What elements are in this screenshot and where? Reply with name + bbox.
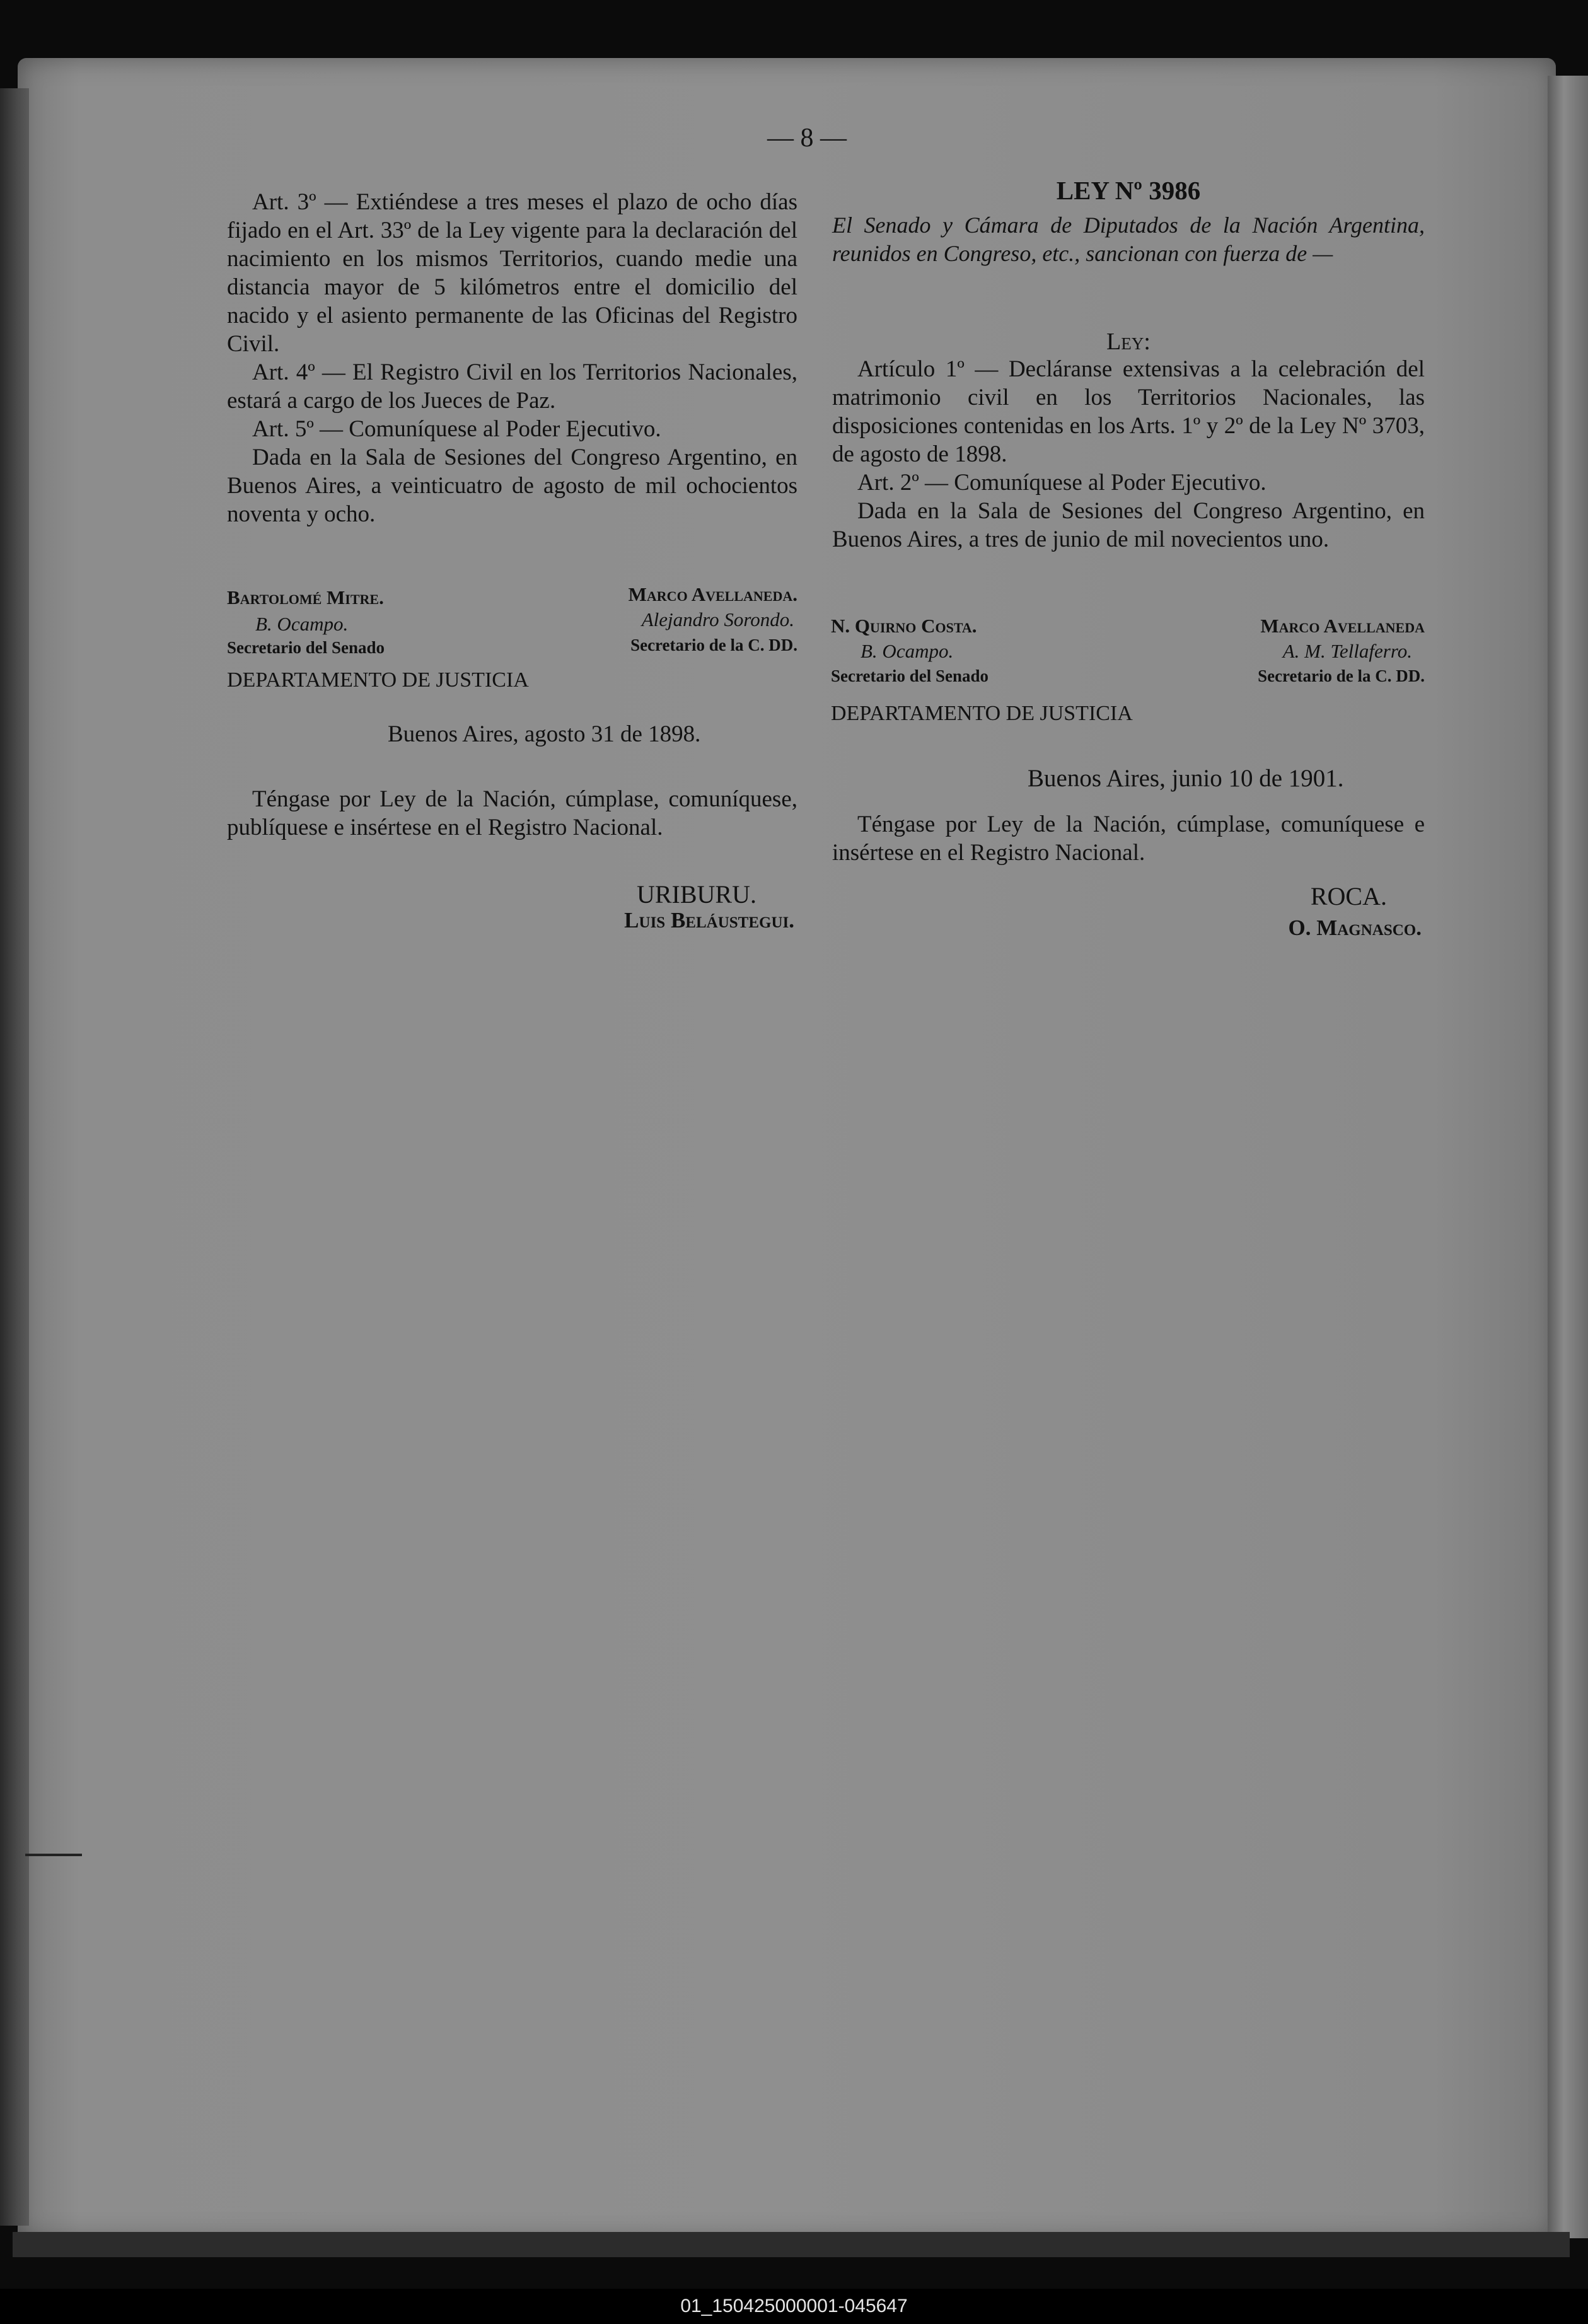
right-sig-left-name: N. Quirno Costa. bbox=[831, 615, 977, 637]
left-department: DEPARTAMENTO DE JUSTICIA bbox=[227, 668, 529, 692]
book-spine bbox=[0, 88, 29, 2226]
law-preamble: El Senado y Cámara de Diputados de la Nación Argentina, reunidos en Congreso, etc., sancionan con fuerza de — bbox=[832, 212, 1425, 266]
right-paragraph: Dada en la Sala de Sesiones del Congreso Argentino, en Buenos Aires, a tres de junio de mil novecientos uno. bbox=[832, 498, 1425, 552]
facing-page-edge bbox=[1548, 76, 1588, 2238]
left-sig-right-secretary: Alejandro Sorondo. bbox=[641, 608, 794, 630]
right-signer-president: ROCA. bbox=[1310, 882, 1387, 910]
left-sig-left-title: Secretario del Senado bbox=[227, 638, 385, 657]
left-paragraph: Art. 5º — Comuníquese al Poder Ejecutivo. bbox=[252, 416, 661, 442]
left-sig-right-name: Marco Avellaneda. bbox=[628, 583, 797, 605]
right-sig-right-name: Marco Avellaneda bbox=[1260, 615, 1425, 637]
left-signer-minister: Luis Beláustegui. bbox=[624, 908, 794, 933]
right-sig-left-title: Secretario del Senado bbox=[831, 666, 988, 685]
left-sig-left-secretary: B. Ocampo. bbox=[255, 613, 349, 635]
right-article-text bbox=[832, 355, 1425, 554]
right-date: Buenos Aires, junio 10 de 1901. bbox=[1028, 765, 1344, 792]
ley-heading: Ley: bbox=[1106, 328, 1150, 355]
law-title: LEY Nº 3986 bbox=[1056, 176, 1201, 205]
book-bottom-edge bbox=[13, 2232, 1570, 2257]
scan-id-footer: 01_150425000001-045647 bbox=[0, 2289, 1588, 2324]
left-sig-left-name: Bartolomé Mitre. bbox=[227, 586, 384, 608]
left-paragraph: Dada en la Sala de Sesiones del Congreso Argentino, en Buenos Aires, a veinticuatro de agosto de mil ochocientos noventa y ocho. bbox=[227, 444, 797, 527]
left-article-text bbox=[227, 188, 797, 528]
left-sig-right-title: Secretario de la C. DD. bbox=[630, 636, 797, 654]
right-sig-right-secretary: A. M. Tellaferro. bbox=[1282, 640, 1412, 662]
page-number: — 8 — bbox=[767, 124, 847, 153]
right-sig-right-title: Secretario de la C. DD. bbox=[1258, 666, 1425, 685]
left-signer-president: URIBURU. bbox=[636, 880, 756, 909]
left-paragraph: Art. 4º — El Registro Civil en los Territorios Nacionales, estará a cargo de los Jueces de Paz. bbox=[227, 359, 797, 414]
left-decree: Téngase por Ley de la Nación, cúmplase, comuníquese, publíquese e insértese en el Registro Nacional. bbox=[227, 786, 797, 840]
margin-mark bbox=[25, 1854, 82, 1856]
right-paragraph: Artículo 1º — Decláranse extensivas a la celebración del matrimonio civil en los Territorios Nacionales, las disposiciones contenidas en los Arts. 1º y 2º de la Ley Nº 3703, de agosto de 1898. bbox=[832, 356, 1425, 467]
left-paragraph: Art. 3º — Extiéndese a tres meses el plazo de ocho días fijado en el Art. 33º de la Ley vigente para la declaración del nacimiento en los mismos Territorios, cuando medie una distancia mayor de 5 kilómetros entre el domicilio del nacido y el asiento permanente de las Oficinas del Registro Civil. bbox=[227, 189, 797, 357]
right-department: DEPARTAMENTO DE JUSTICIA bbox=[831, 702, 1133, 725]
left-date: Buenos Aires, agosto 31 de 1898. bbox=[388, 721, 701, 747]
right-paragraph: Art. 2º — Comuníquese al Poder Ejecutivo. bbox=[857, 470, 1266, 496]
right-decree: Téngase por Ley de la Nación, cúmplase, comuníquese e insértese en el Registro Nacional. bbox=[832, 811, 1425, 866]
right-sig-left-secretary: B. Ocampo. bbox=[861, 640, 954, 662]
right-signer-minister: O. Magnasco. bbox=[1288, 915, 1422, 940]
